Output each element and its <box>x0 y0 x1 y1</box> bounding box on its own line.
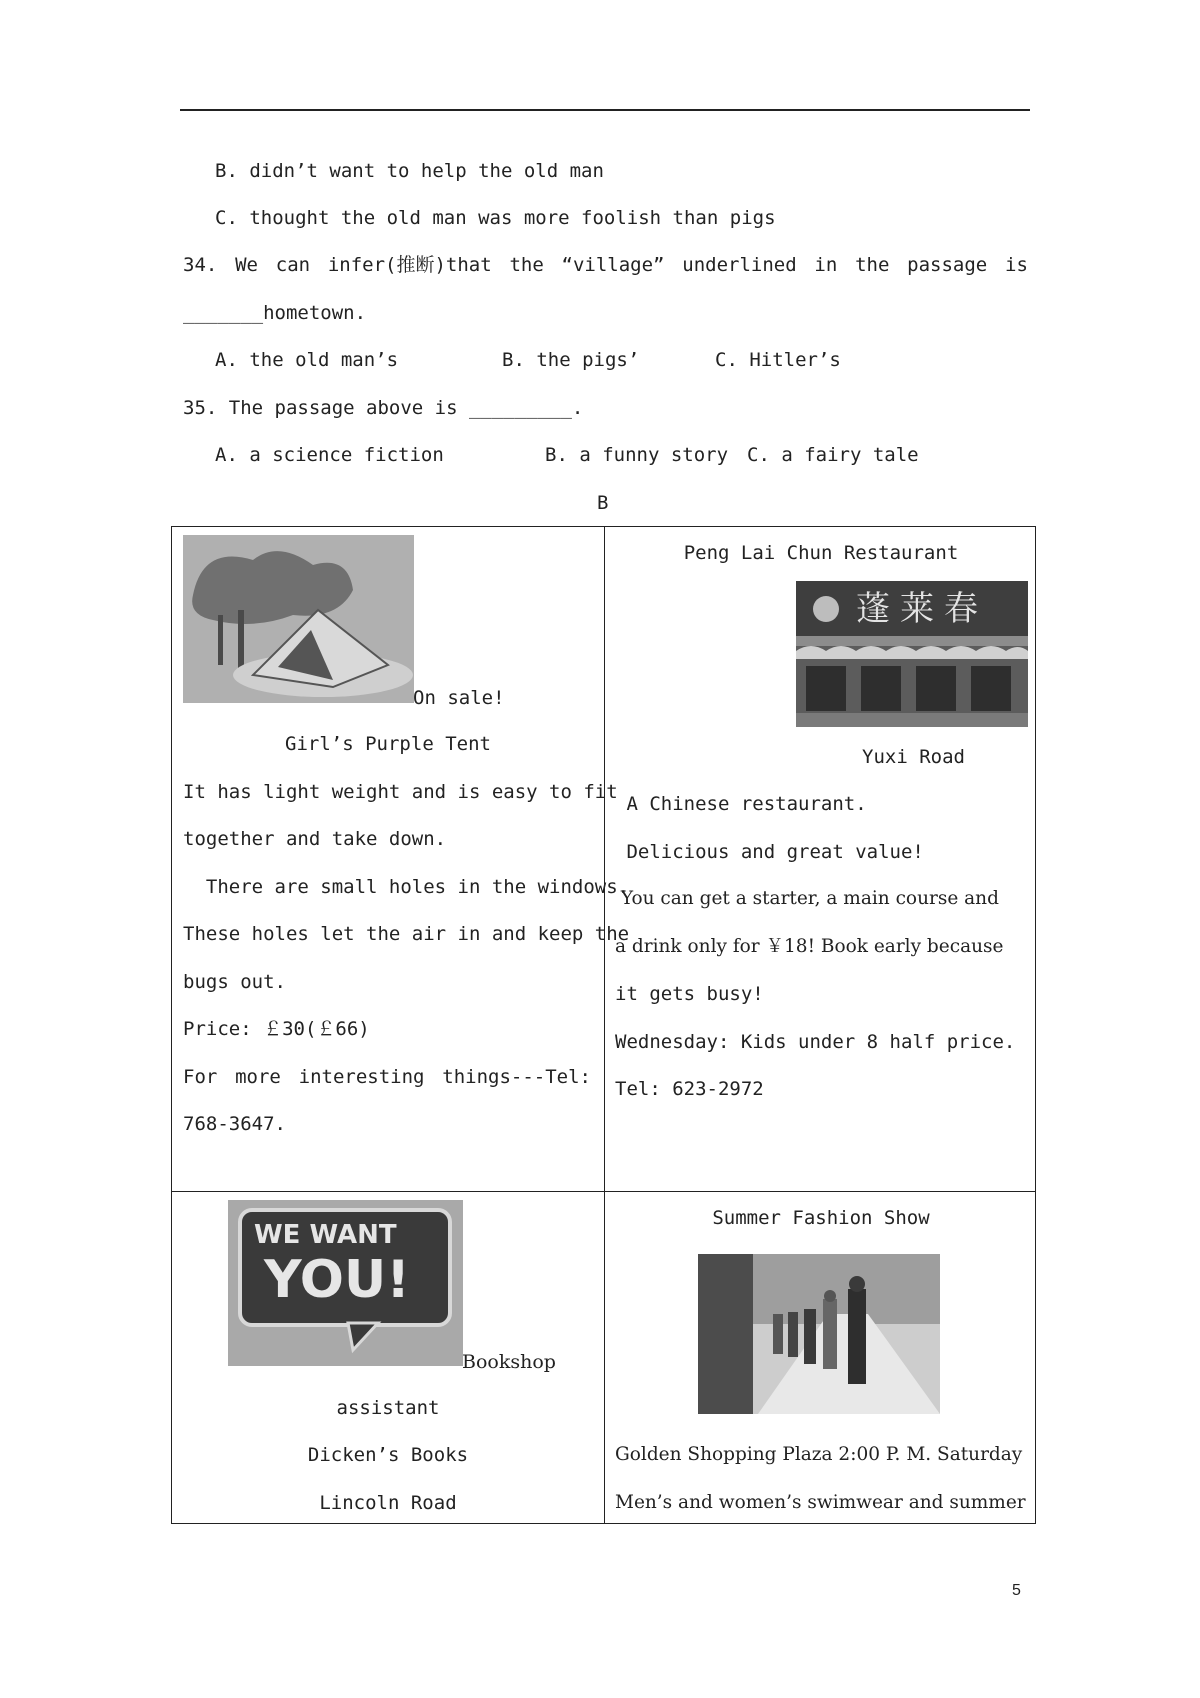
restaurant-desc-line: You can get a starter, a main course and <box>615 888 999 909</box>
q34-number: 34. <box>183 254 218 276</box>
tent-more-word: things---Tel: <box>442 1066 591 1088</box>
table-divider-vertical <box>604 527 605 1523</box>
restaurant-desc-line: Wednesday: Kids under 8 half price. <box>615 1031 1016 1053</box>
tent-desc-line: together and take down. <box>183 828 447 850</box>
q34-word: in <box>814 254 838 276</box>
tent-more-word: more <box>235 1066 281 1088</box>
bookshop-name: Dicken’s Books <box>307 1444 469 1466</box>
q34-option-a: A. the old man’s <box>215 349 399 371</box>
q34-word: the <box>509 254 544 276</box>
q34-word: the <box>855 254 890 276</box>
header-rule <box>180 109 1030 111</box>
restaurant-desc-line: Delicious and great value! <box>615 841 924 863</box>
q34-stem-line2: _______hometown. <box>183 302 367 324</box>
fashion-detail-line: Golden Shopping Plaza 2:00 P. M. Saturday <box>615 1444 1023 1465</box>
restaurant-road: Yuxi Road <box>862 746 965 768</box>
q35-option-b: B. a funny story <box>545 444 729 466</box>
tent-desc-line: bugs out. <box>183 971 286 993</box>
tent-desc-line: There are small holes in the windows. <box>183 876 630 898</box>
bookshop-sign-line1: WE WANT <box>254 1220 397 1250</box>
tent-photo <box>183 535 414 703</box>
q34-word: infer(推断)that <box>327 254 492 276</box>
tent-title: Girl’s Purple Tent <box>285 733 491 755</box>
tent-on-sale: On sale! <box>413 687 505 709</box>
page-number: 5 <box>1012 1582 1021 1599</box>
q34-word: can <box>275 254 311 276</box>
runway-illustration <box>698 1254 940 1414</box>
q35-stem: 35. The passage above is _________. <box>183 397 584 419</box>
restaurant-title: Peng Lai Chun Restaurant <box>683 542 959 564</box>
tent-price: Price: ￡30(￡66) <box>183 1018 370 1040</box>
bookshop-job-line1: Bookshop <box>462 1351 556 1373</box>
fashion-detail-line: Men’s and women’s swimwear and summer <box>615 1492 1026 1513</box>
tent-more-word: interesting <box>298 1066 425 1088</box>
q34-word: underlined <box>682 254 797 276</box>
restaurant-desc-line: a drink only for ￥18! Book early because <box>615 936 1004 957</box>
bookshop-sign-line2: YOU! <box>264 1250 410 1310</box>
fashion-title: Summer Fashion Show <box>712 1207 930 1229</box>
tent-more-line <box>183 1065 591 1089</box>
q33-option-b: B. didn’t want to help the old man <box>215 160 604 182</box>
restaurant-tel: Tel: 623-2972 <box>615 1078 764 1100</box>
q34-word: is <box>1005 254 1028 276</box>
q34-option-b: B. the pigs’ <box>502 349 640 371</box>
q34-word: We <box>235 254 258 276</box>
restaurant-photo <box>796 581 1028 727</box>
ads-table <box>171 526 1036 1524</box>
tent-desc-line: It has light weight and is easy to fit <box>183 781 618 803</box>
restaurant-sign-text: 蓬莱春 <box>856 589 988 629</box>
tent-illustration <box>183 535 414 703</box>
restaurant-desc-line: it gets busy! <box>615 983 764 1005</box>
tent-tel: 768-3647. <box>183 1113 286 1135</box>
table-divider-horizontal <box>172 1191 1035 1192</box>
q33-option-c: C. thought the old man was more foolish than pigs <box>215 207 776 229</box>
fashion-show-photo <box>698 1254 940 1414</box>
q35-option-c: C. a fairy tale <box>747 444 919 466</box>
tent-desc-line: These holes let the air in and keep the <box>183 923 630 945</box>
restaurant-desc-line: A Chinese restaurant. <box>615 793 867 815</box>
q34-word: passage <box>907 254 988 276</box>
q35-option-a: A. a science fiction <box>215 444 444 466</box>
tent-more-word: For <box>183 1066 218 1088</box>
q34-stem-line1 <box>183 253 1028 277</box>
q34-word: “village” <box>561 254 665 276</box>
section-label: B <box>597 492 609 514</box>
q34-option-c: C. Hitler’s <box>715 349 841 371</box>
bookshop-road: Lincoln Road <box>319 1492 457 1514</box>
bookshop-sign-photo <box>228 1200 463 1366</box>
bookshop-job-line2: assistant <box>336 1397 440 1419</box>
